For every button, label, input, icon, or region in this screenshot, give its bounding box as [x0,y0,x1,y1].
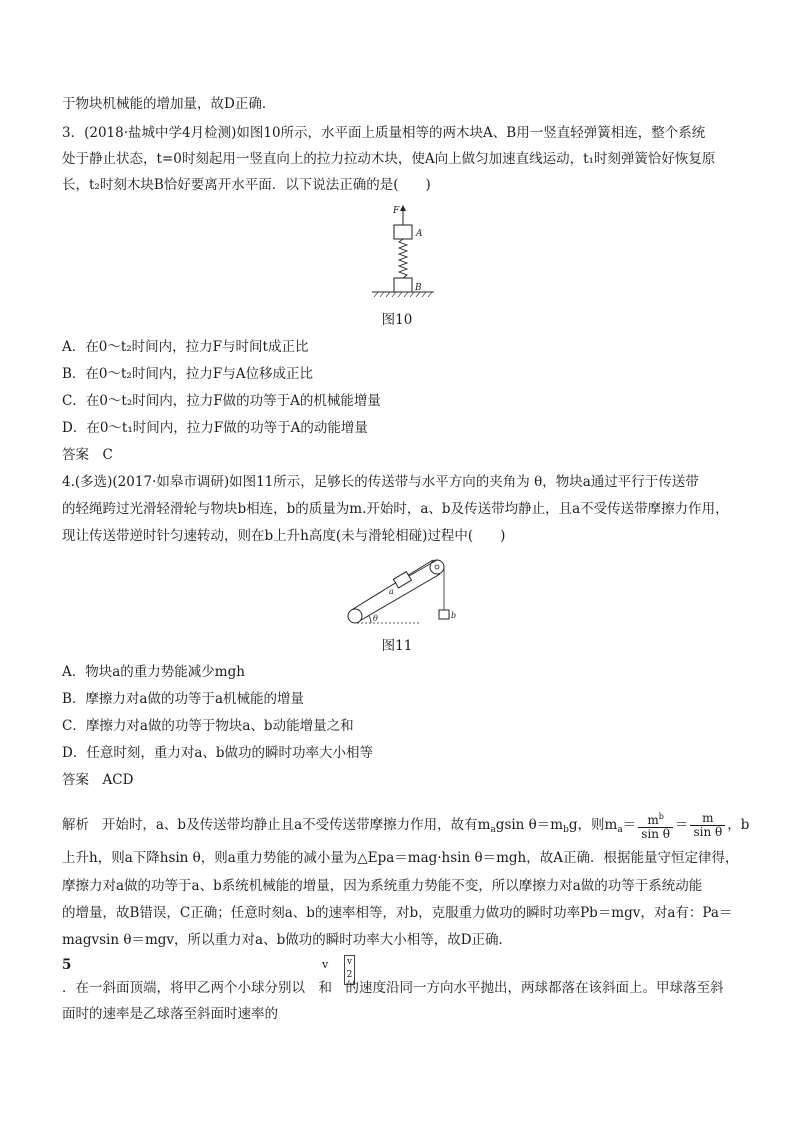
block-b-label: B [415,283,422,293]
q4-stem-line-2: 的轻绳跨过光滑轻滑轮与物块b相连，b的质量为m.开始时，a、b及传送带均静止，且a不受传送带摩擦力作用， [62,501,729,517]
fraction-1 [638,810,673,841]
fraction-1-numerator: m [647,813,659,827]
block-a [393,572,411,588]
block-b [394,278,412,292]
figure-10-diagram [360,203,440,301]
analysis-label: 解析 [62,817,89,833]
spring [399,239,407,278]
ground-hatch [374,292,432,297]
q4-answer: 答案 ACD [62,772,134,788]
analysis-text-mid2: g，则m [568,817,618,833]
block-a [394,225,412,239]
fraction-2-numerator: m [690,812,725,826]
subscript-a: a [490,825,496,835]
fraction-1-denominator: sin θ [641,827,670,841]
block-a-label: A [416,229,423,239]
q4-option-c: C．摩擦力对a做的功等于物块a、b动能增量之和 [62,718,354,734]
q3-option-a: A．在0～t₂时间内，拉力F与时间t成正比 [62,339,309,355]
q4-analysis-line-2: 上升h，则a下降hsin θ，则a重力势能的减小量为△Epa＝mag·hsin θ＝mgh，故A正确．根据能量守恒定律得， [62,850,739,866]
conveyor-belt [348,560,444,623]
analysis-text-end: ，b [727,817,750,833]
q3-option-d: D．在0～t₁时间内，拉力F做的功等于A的动能增量 [62,420,368,436]
subscript-c: a [617,825,623,835]
q5-stem-line-1: ．在一斜面顶端，将甲乙两个小球分别以 和 的速度沿同一方向水平抛出，两球都落在该斜面上。甲球落至斜 [62,980,724,996]
force-label: F [393,206,400,216]
q3-stem-line-2: 处于静止状态，t=0时刻起用一竖直向上的拉力拉动木块，使A向上做匀加速直线运动，t₁时刻弹簧恰好恢复原 [62,151,716,167]
q4-stem-line-1: 4.(多选)(2017·如皋市调研)如图11所示，足够长的传送带与水平方向的夹角为 θ，物块a通过平行于传送带 [62,474,699,490]
prev-answer-tail: 于物块机械能的增加量，故D正确． [62,96,276,112]
q4-analysis-line-1 [62,810,749,841]
force-arrow-head [400,205,406,211]
q3-stem-line-3: 长，t₂时刻木块B恰好要离开水平面．以下说法正确的是( ) [62,177,431,193]
q5-v-over-2-numerator: v [346,957,353,967]
q3-answer: 答案 C [62,447,113,463]
equals-sign-1: ＝ [622,817,637,833]
figure-10-caption: 图10 [381,312,413,328]
fraction-1-sup: b [658,812,664,821]
q4-analysis-line-3: 摩擦力对a做的功等于a、b系统机械能的增量，因为系统重力势能不变，所以摩擦力对a做的功等于系统动能 [62,878,703,894]
q4-option-d: D．任意时刻，重力对a、b做功的瞬时功率大小相等 [62,745,374,761]
q5-v-label: v [322,958,329,971]
q4-option-b: B．摩擦力对a做的功等于a机械能的增量 [62,691,305,707]
analysis-text-1: 开始时，a、b及传送带均静止且a不受传送带摩擦力作用，故有m [101,817,491,833]
q5-stem-line-2: 面时的速率是乙球落至斜面时速率的 [62,1006,278,1022]
q4-analysis-line-4: 的增量，故B错误，C正确；任意时刻a、b的速率相等，对b，克服重力做功的瞬时功率Pb＝mgv，对a有：Pa＝ [62,905,733,921]
subscript-b: b [563,825,569,835]
block-b-label: b [451,611,457,620]
equals-sign-2: ＝ [674,817,689,833]
q4-option-a: A．物块a的重力势能减少mgh [62,664,245,680]
q3-option-b: B．在0～t₂时间内，拉力F与A位移成正比 [62,366,313,382]
q5-v-over-2-denominator: 2 [346,970,353,980]
figure-11-caption: 图11 [381,638,413,654]
angle-label: θ [373,614,378,623]
q5-number: 5 [62,957,72,973]
q3-option-c: C．在0～t₂时间内，拉力F做的功等于A的机械能增量 [62,393,381,409]
block-b [439,610,449,619]
analysis-text-mid: gsin θ＝m [495,817,564,833]
q3-stem-line-1: 3．(2018·盐城中学4月检测)如图10所示，水平面上质量相等的两木块A、B用一竖直轻弹簧相连，整个系统 [62,125,706,141]
block-a-label: a [389,587,394,596]
q4-stem-line-3: 现让传送带逆时针匀速转动，则在b上升h高度(未与滑轮相碰)过程中( ) [62,528,506,544]
q4-analysis-line-5: magvsin θ＝mgv，所以重力对a、b做功的瞬时功率大小相等，故D正确． [62,932,513,948]
fraction-2-denominator: sin θ [693,825,723,839]
figure-11-diagram [343,552,463,632]
fraction-2 [690,812,725,839]
angle-arc [369,616,371,623]
